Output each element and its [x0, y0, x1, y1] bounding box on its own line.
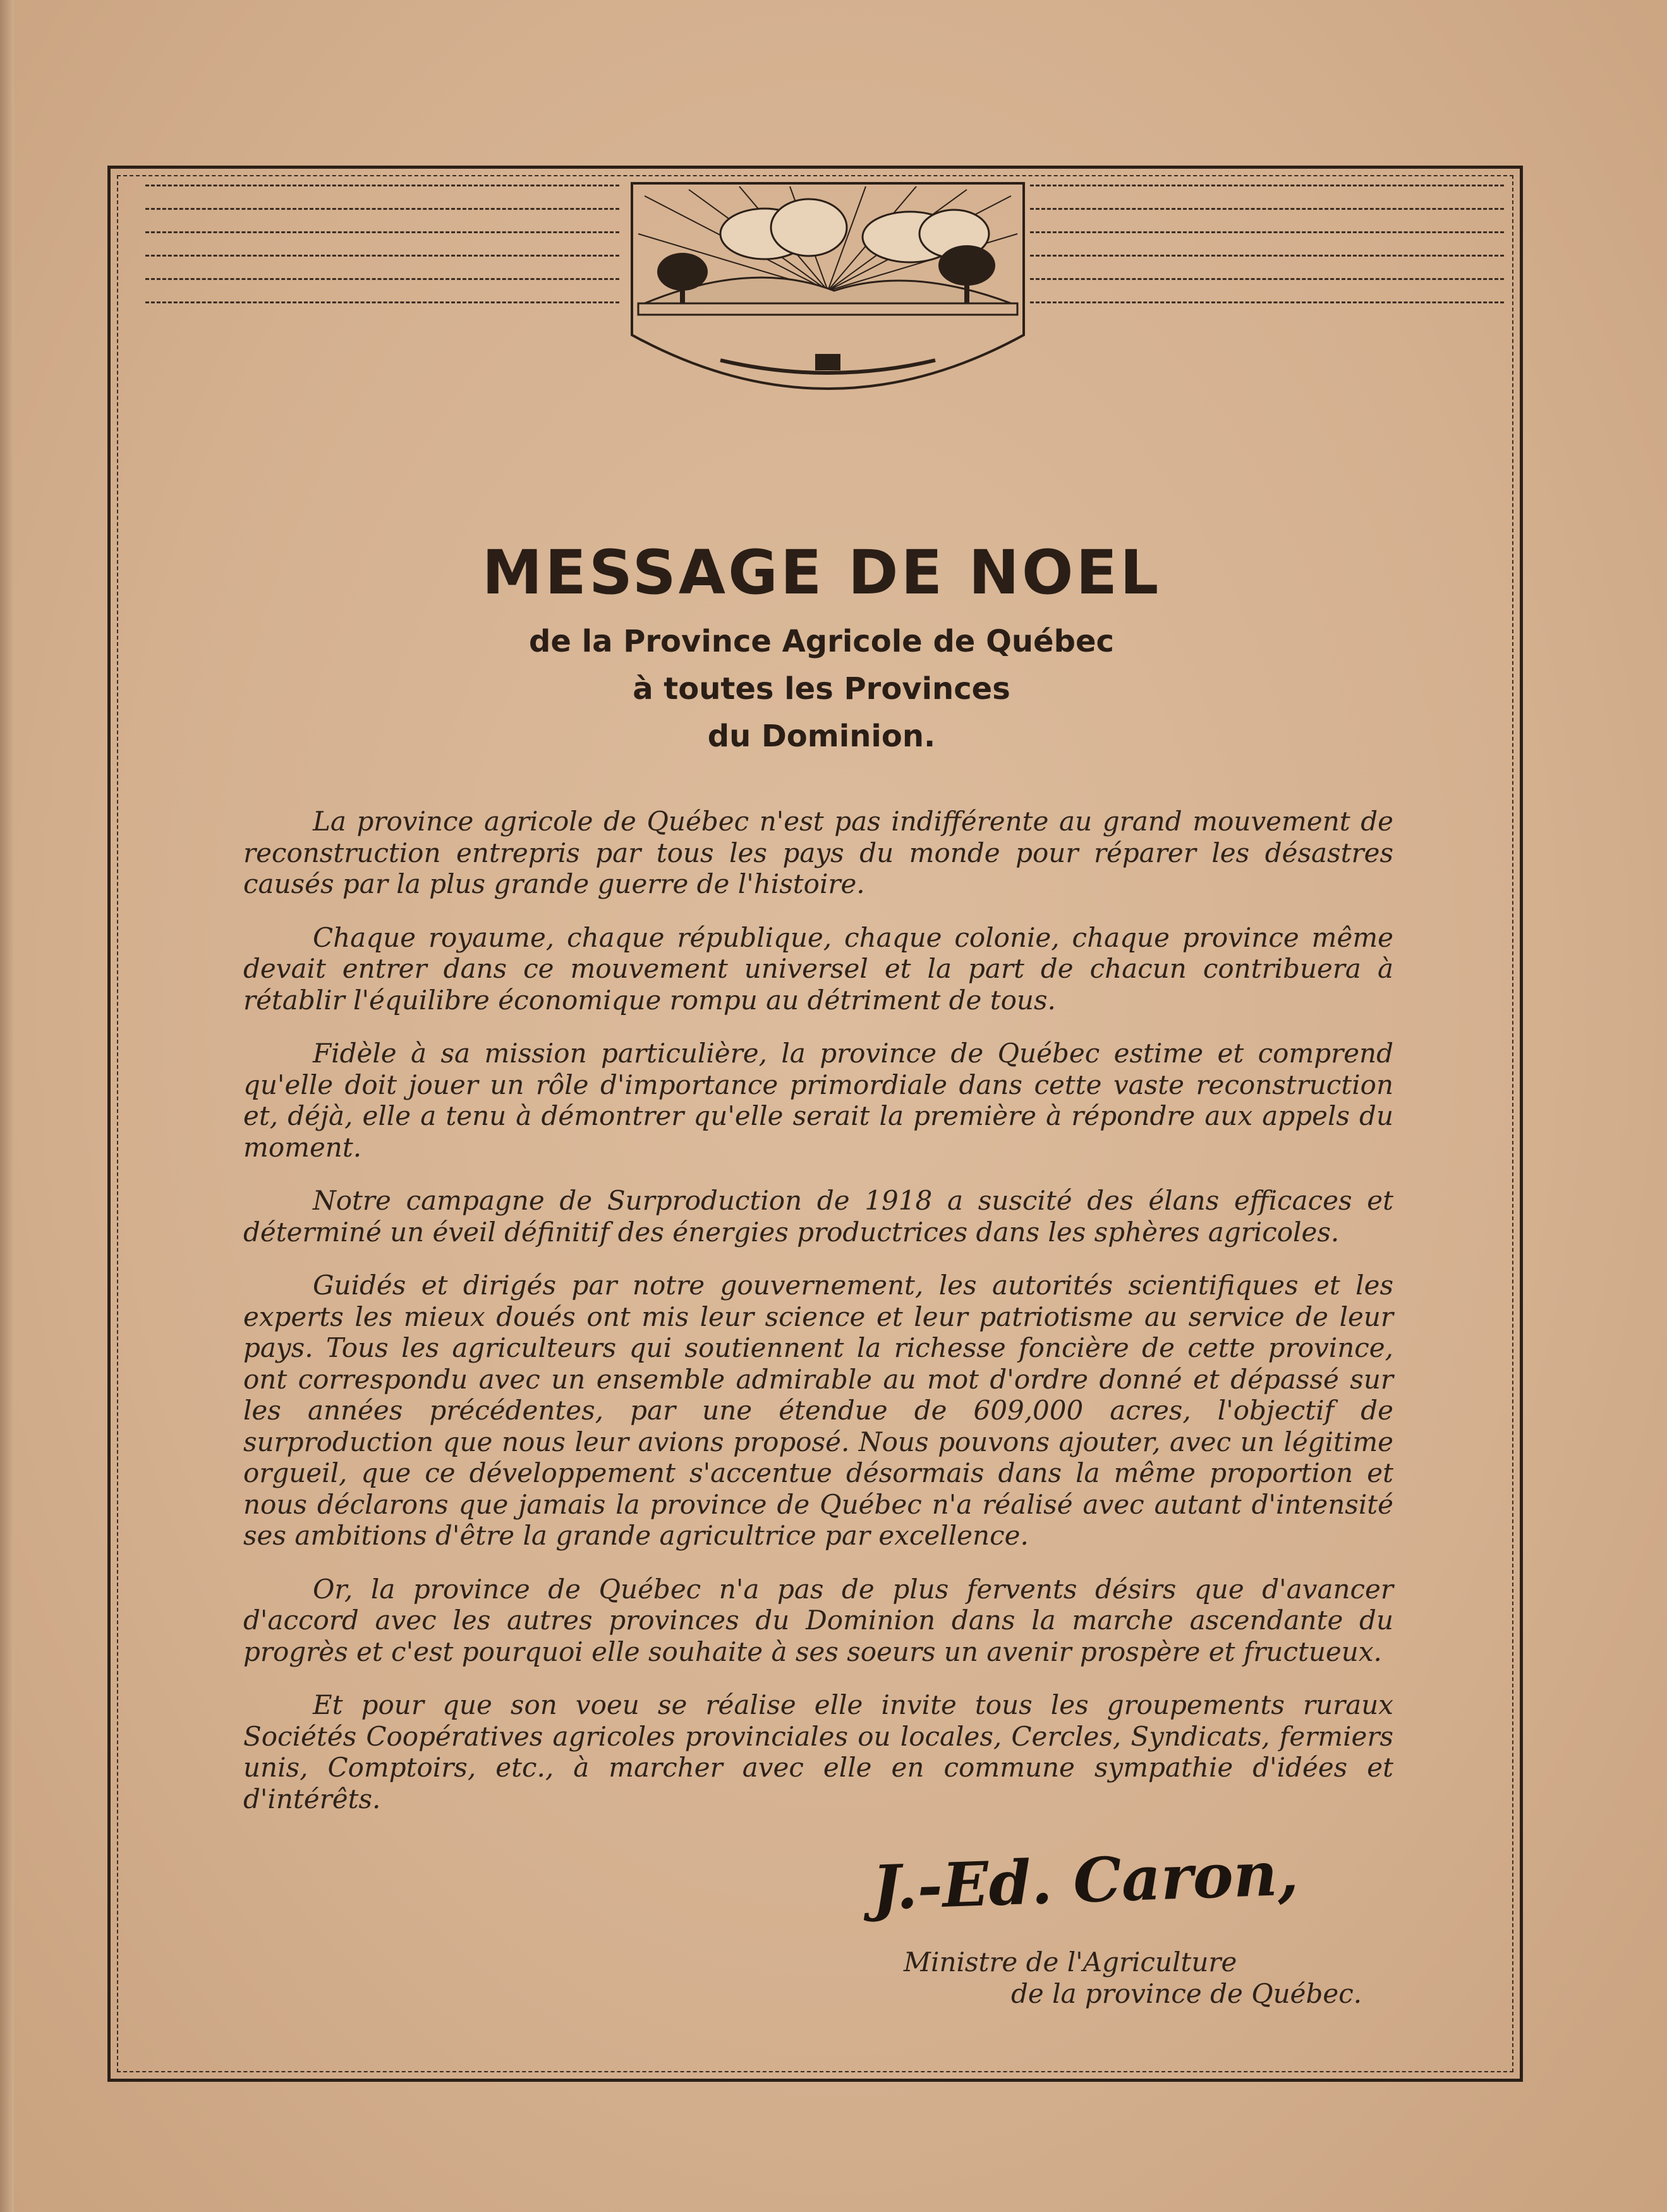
body-paragraph: Notre campagne de Surproduction de 1918 a suscité des élans efficaces et déterminé un éveil définitif des énergies productrices dans les sphères agricoles. — [243, 1185, 1393, 1248]
body-paragraph: Or, la province de Québec n'a pas de plus fervents désirs que d'avancer d'accord avec les autres provinces du Dominion dans la marche ascendante du progrès et c'est pourquoi elle souhaite à ses soeurs un avenir prospère et fructueux. — [243, 1573, 1393, 1667]
subtitle-line: à toutes les Provinces — [633, 671, 1010, 707]
message-body — [243, 806, 1393, 1837]
body-paragraph: Guidés et dirigés par notre gouvernement, les autorités scientifiques et les experts les mieux doués ont mis leur science et leur patriotisme au service de leur pays. Tous les agriculteurs qui soutiennent la richesse foncière de cette province, ont correspondu avec un ensemble admirable au mot d'ordre donné et dépassé sur les années précédentes, par une étendue de 609,000 acres, l'objectif de surproduction que nous leur avions proposé. Nous pouvons ajouter, avec un légitime orgueil, que ce développement s'accentue désormais dans la même proportion et nous déclarons que jamais la province de Québec n'a réalisé avec autant d'intensité ses ambitions d'être la grande agricultrice par excellence. — [243, 1270, 1393, 1551]
signatory-title-line: de la province de Québec. — [1011, 1978, 1362, 2009]
body-paragraph: Chaque royaume, chaque république, chaque colonie, chaque province même devait entrer dans ce mouvement universel et la part de chacun contribuera à rétablir l'équilibre économique rompu au détriment de tous. — [243, 921, 1393, 1016]
body-paragraph: Fidèle à sa mission particulière, la province de Québec estime et comprend qu'elle doit jouer un rôle d'importance primordiale dans cette vaste reconstruction et, déjà, elle a tenu à démontrer qu'elle serait la première à répondre aux appels du moment. — [243, 1038, 1393, 1163]
headline: MESSAGE DE NOEL — [482, 537, 1161, 608]
header-rules-left — [145, 185, 619, 343]
body-paragraph: La province agricole de Québec n'est pas indifférente au grand mouvement de reconstruction entrepris par tous les pays du monde pour réparer les désastres causés par la plus grande guerre de l'histoire. — [243, 806, 1393, 899]
subtitle — [379, 618, 1264, 760]
signatory-title-line: Ministre de l'Agriculture — [904, 1947, 1237, 1978]
header-rules-right — [1030, 185, 1504, 343]
signatory-title — [904, 1947, 1397, 2010]
body-paragraph: Et pour que son voeu se réalise elle invite tous les groupements ruraux Sociétés Coopératives agricoles provinciales ou locales, Cercles, Syndicats, fermiers unis, Comptoirs, etc., à marcher avec elle en commune sympathie d'idées et d'intérêts. — [243, 1689, 1393, 1814]
subtitle-line: du Dominion. — [707, 719, 936, 754]
handwritten-signature: J.-Ed. Caron, — [871, 1837, 1300, 1924]
subtitle-line: de la Province Agricole de Québec — [529, 624, 1114, 659]
landscape-vignette-illustration — [626, 177, 1030, 417]
binding-edge — [0, 0, 14, 2212]
